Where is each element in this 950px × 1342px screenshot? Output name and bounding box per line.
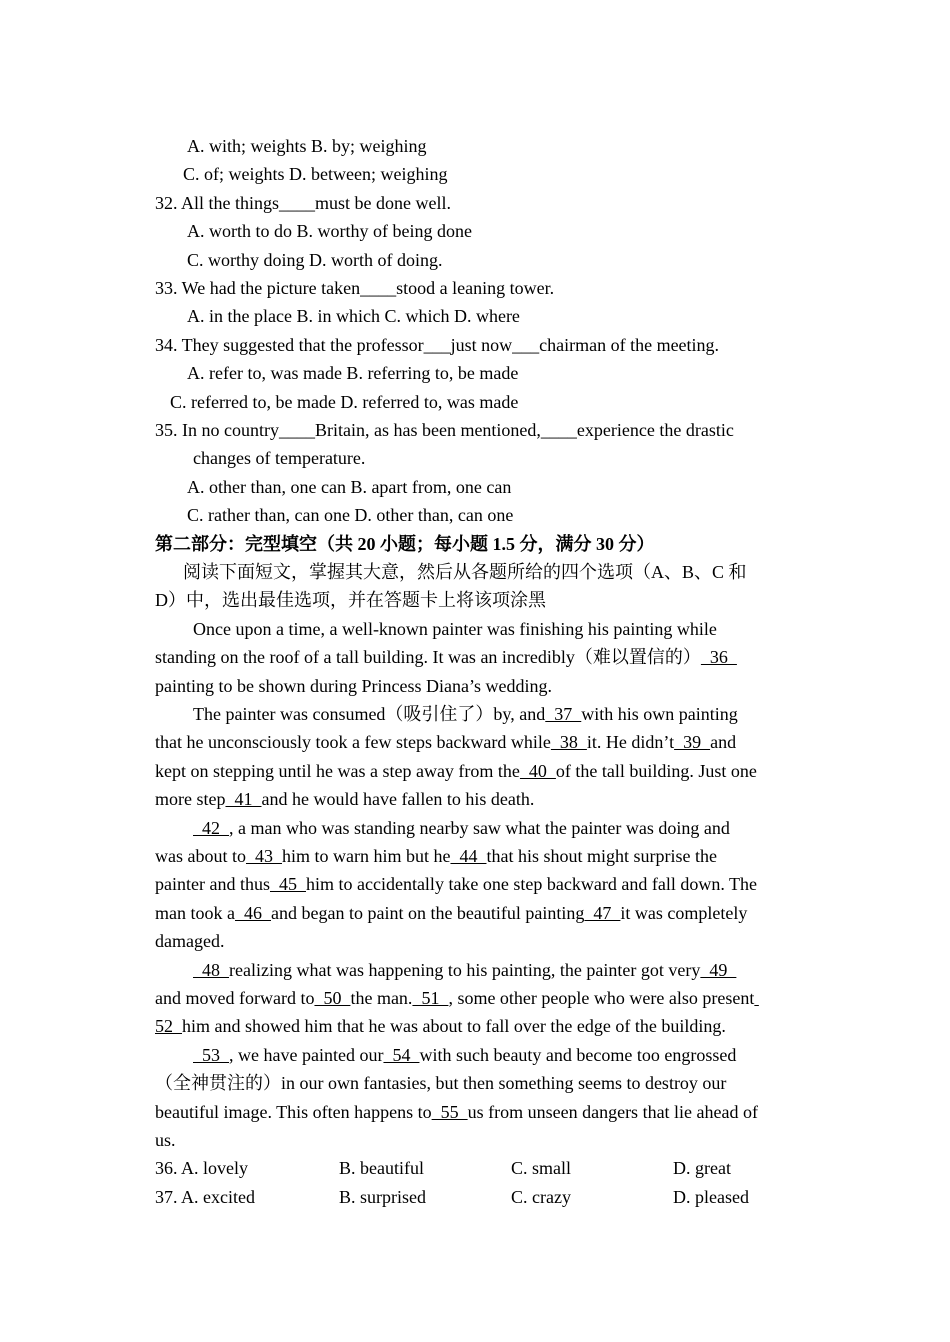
question-line: A. refer to, was made B. referring to, be made (187, 363, 519, 384)
blank-number: 49 (700, 959, 737, 980)
question-line: C. referred to, be made D. referred to, was made (170, 391, 519, 412)
blank-number: 46 (234, 902, 271, 923)
section-title: 第二部分：完型填空（共 20 小题；每小题 1.5 分，满分 30 分） (155, 533, 655, 554)
passage-text: painting to be shown during Princess Diana’s wedding. (155, 675, 552, 696)
passage-line (193, 814, 730, 842)
passage-line (155, 1098, 758, 1126)
passage-line (155, 1069, 726, 1097)
blank-number: 42 (193, 817, 229, 838)
blank-number: 36 (700, 647, 737, 668)
blank-number: 53 (193, 1044, 229, 1065)
passage-text: and began to paint on the beautiful painting (270, 902, 585, 923)
passage-text: , some other people who were also present (448, 988, 755, 1008)
passage-line (193, 700, 738, 728)
passage-text: him and showed him that he was about to fall over the edge of the building. (182, 1016, 726, 1037)
passage-text: us. (155, 1130, 176, 1150)
passage-line (193, 1041, 736, 1069)
option-choice: D. pleased (673, 1186, 749, 1207)
question-line: C. worthy doing D. worth of doing. (187, 249, 443, 270)
option-choice: B. surprised (339, 1186, 426, 1207)
passage-line (155, 672, 552, 700)
option-row (155, 1183, 795, 1211)
passage-text: and he would have fallen to his death. (261, 789, 535, 810)
passage-text: the man. (350, 988, 413, 1008)
passage-text: Once upon a time, a well-known painter was finishing his painting while (193, 618, 717, 639)
blank-number: 44 (450, 846, 487, 866)
passage-text: standing on the roof of a tall building. It was an incredibly（难以置信的） (155, 647, 701, 668)
passage-line (155, 927, 224, 955)
passage-text: realizing what was happening to his painting, the painter got very (229, 959, 701, 980)
blank-number: 43 (245, 846, 282, 866)
passage-line (155, 728, 736, 756)
blank-number: 48 (193, 959, 229, 980)
passage-line (193, 956, 736, 984)
passage-text: more step (155, 789, 226, 810)
passage-line (155, 785, 534, 813)
blank-number: 38 (550, 732, 587, 753)
passage-text: us from unseen dangers that lie ahead of (467, 1101, 759, 1122)
passage-line (193, 615, 717, 643)
question-line: C. of; weights D. between; weighing (183, 164, 448, 185)
option-choice: C. crazy (511, 1186, 571, 1207)
passage-text: him to warn him but he (281, 846, 451, 866)
question-line: changes of temperature. (193, 448, 366, 469)
question-line: 32. All the things____must be done well. (155, 192, 451, 213)
passage-text: （全神贯注的）in our own fantasies, but then something seems to destroy our (155, 1073, 727, 1094)
passage-text: man took a (155, 902, 235, 923)
blank-number: 54 (383, 1044, 420, 1065)
blank-number: 39 (674, 732, 711, 753)
blank-number: 45 (269, 874, 306, 895)
option-choice: C. small (511, 1158, 572, 1179)
question-line: A. worth to do B. worthy of being done (187, 221, 472, 242)
passage-text: it was completely (620, 902, 748, 923)
passage-text: with such beauty and become too engrossed (419, 1044, 737, 1065)
passage-text: , a man who was standing nearby saw what the painter was doing and (229, 817, 730, 838)
question-line: C. rather than, can one D. other than, can one (187, 505, 514, 526)
blank-number: 55 (431, 1101, 468, 1122)
passage-line (155, 1012, 726, 1040)
passage-text: kept on stepping until he was a step away from the (155, 760, 520, 781)
question-line: A. in the place B. in which C. which D. where (187, 306, 520, 327)
passage-text: it. He didn’t (586, 732, 675, 753)
instruction-line: D）中，选出最佳选项，并在答题卡上将该项涂黑 (155, 590, 546, 611)
instruction-line: 阅读下面短文，掌握其大意，然后从各题所给的四个选项（A、B、C 和 (183, 562, 747, 582)
passage-line (155, 984, 759, 1012)
passage-text: beautiful image. This often happens to (155, 1101, 432, 1122)
question-line: 35. In no country____Britain, as has been mentioned,____experience the drastic (155, 420, 734, 440)
passage-text: was about to (155, 846, 246, 866)
passage-text: that his shout might surprise the (486, 846, 717, 866)
blank-number: 41 (225, 789, 262, 810)
passage-line (155, 1126, 176, 1154)
passage-text: with his own painting (581, 704, 738, 724)
passage-text: and (710, 732, 737, 753)
passage-line (155, 842, 717, 870)
passage-text: of the tall building. Just one (555, 760, 757, 781)
option-choice: 36. A. lovely (155, 1158, 248, 1179)
blank-number: 47 (584, 902, 621, 923)
question-line: 33. We had the picture taken____stood a leaning tower. (155, 278, 555, 298)
option-row (155, 1154, 795, 1182)
passage-text: The painter was consumed（吸引住了）by, and (193, 704, 546, 724)
question-line: 34. They suggested that the professor___just now___chairman of the meeting. (155, 334, 720, 355)
option-choice: 37. A. excited (155, 1186, 255, 1207)
passage-text: damaged. (155, 931, 225, 952)
question-line: A. with; weights B. by; weighing (187, 136, 427, 156)
question-line: A. other than, one can B. apart from, one can (187, 476, 512, 497)
passage-line (155, 870, 757, 898)
option-choice: B. beautiful (339, 1158, 424, 1179)
blank-number: 52 (155, 1016, 182, 1037)
option-choice: D. great (673, 1158, 731, 1179)
blank-number: 37 (545, 704, 582, 724)
blank-number: 51 (412, 988, 449, 1008)
passage-text: painter and thus (155, 874, 270, 895)
passage-text: , we have painted our (229, 1044, 384, 1065)
blank-number (754, 988, 759, 1008)
passage-line (155, 899, 747, 927)
passage-text: that he unconsciously took a few steps backward while (155, 732, 551, 753)
passage-line (155, 643, 737, 671)
blank-number: 40 (519, 760, 556, 781)
passage-line (155, 757, 757, 785)
passage-text: and moved forward to (155, 988, 315, 1008)
blank-number: 50 (314, 988, 351, 1008)
passage-text: him to accidentally take one step backward and fall down. The (305, 874, 757, 895)
